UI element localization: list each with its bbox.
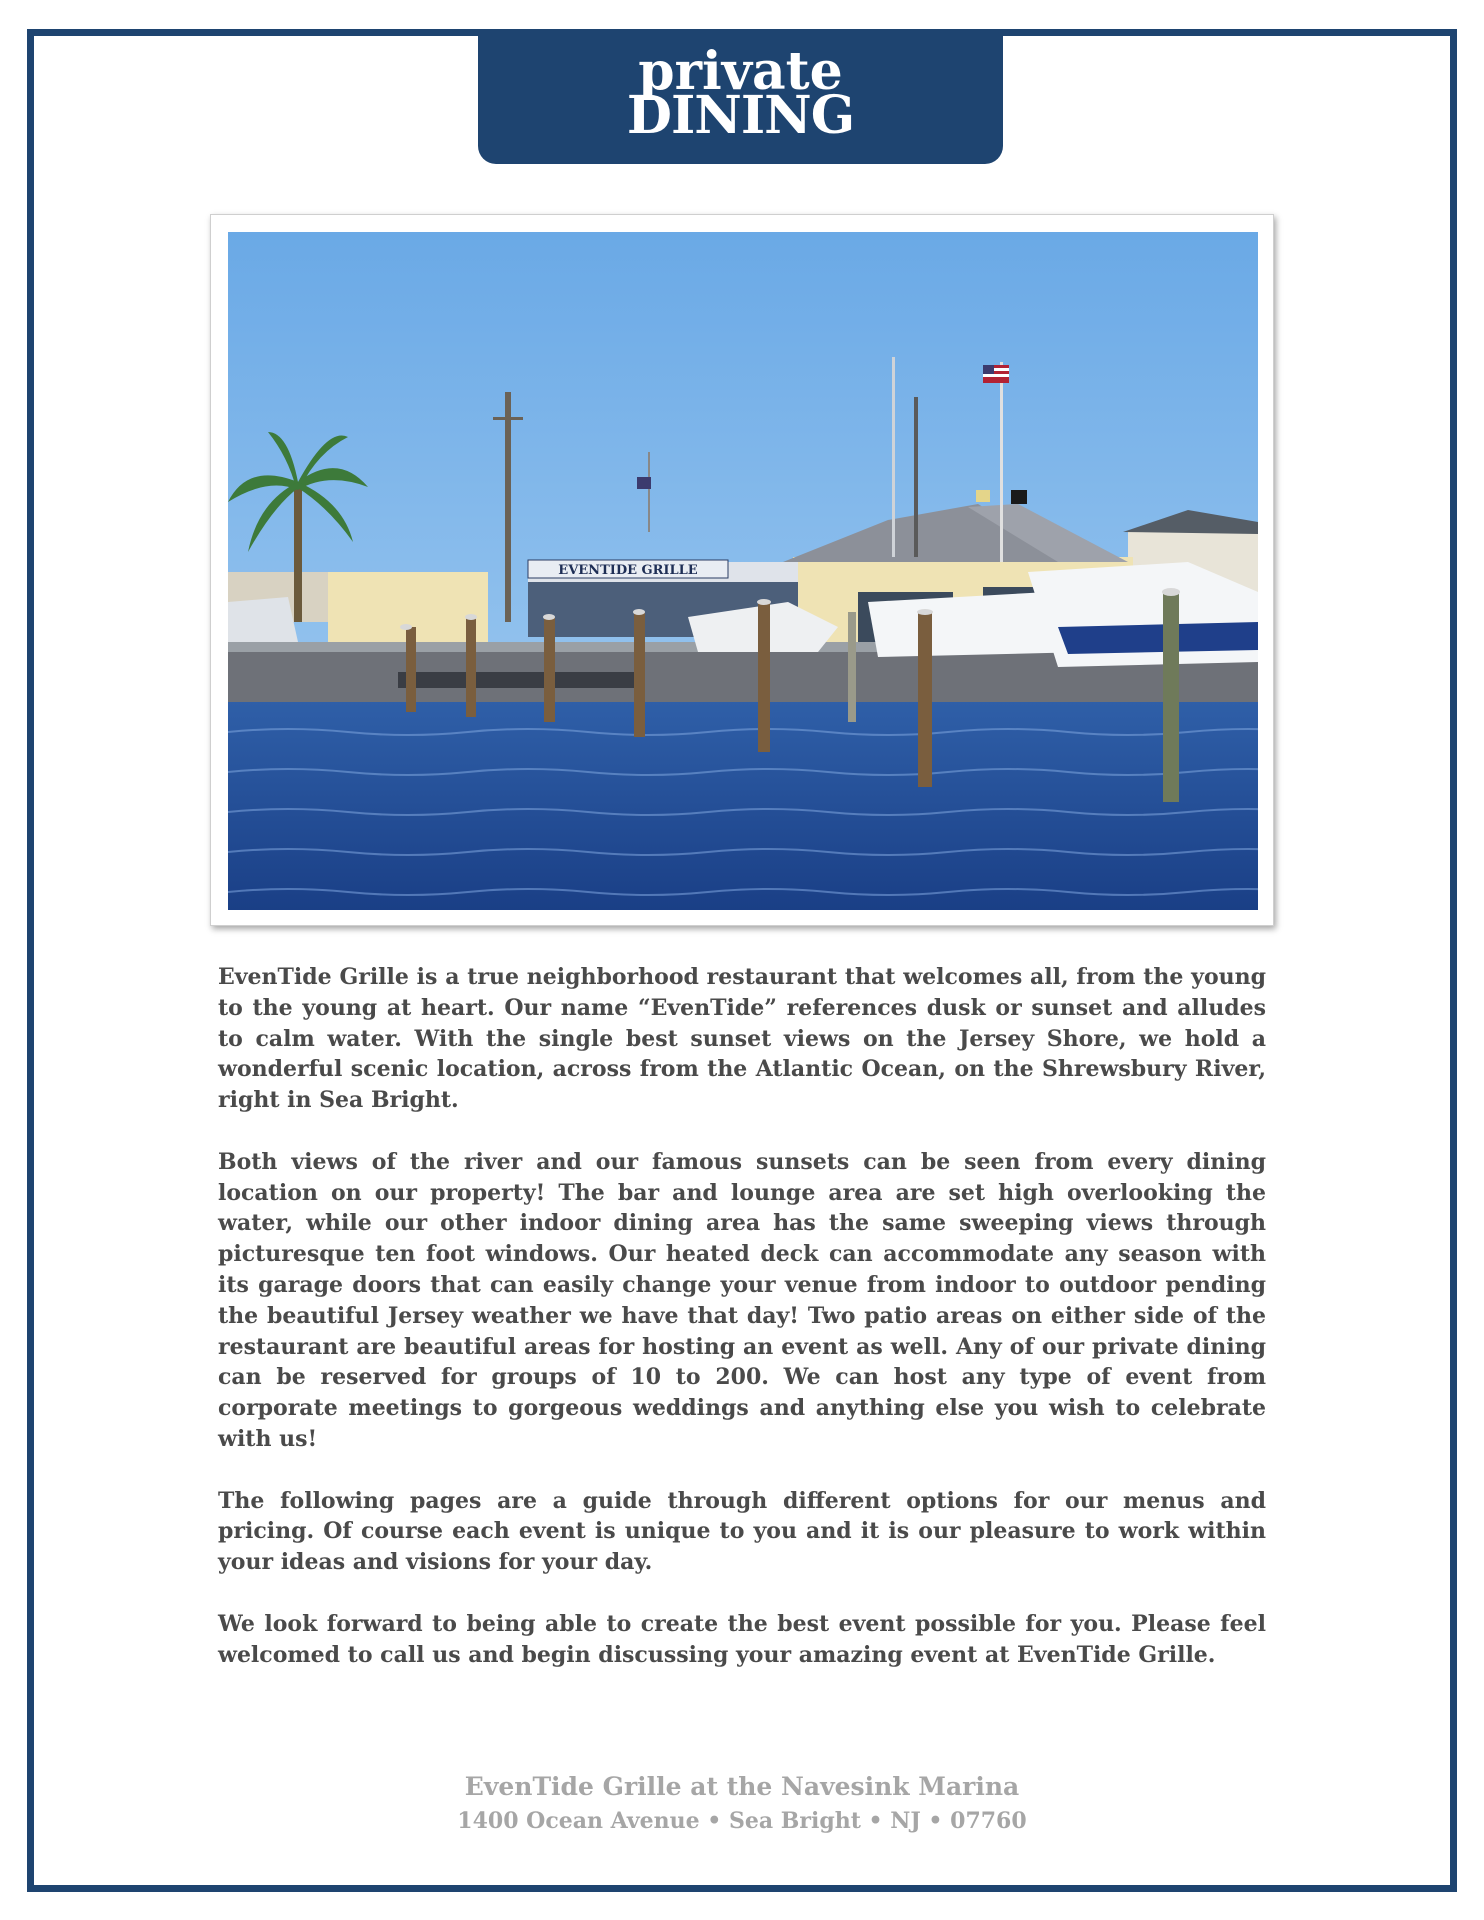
marina-photo xyxy=(228,232,1258,910)
paragraph-intro: EvenTide Grille is a true neighborhood restaurant that welcomes all, from the young to the young at heart. Our name “EvenTide” references dusk or sunset and alludes to calm water. With the single best sunset views on the Jersey Shore, we hold a wonderful scenic location, across from the Atlantic Ocean, on the Shrewsbury River, right in Sea Bright. xyxy=(218,964,1266,1114)
paragraph-views: Both views of the river and our famous sunsets can be seen from every dining location on our property! The bar and lounge area are set high overlooking the water, while our other indoor dining area has the same sweeping views through picturesque ten foot windows. Our heated deck can accommodate any season with its garage doors that can easily change your venue from indoor to outdoor pending the beautiful Jersey weather we have that day! Two patio areas on either side of the restaurant are beautiful areas for hosting an event as well. Any of our private dining can be reserved for groups of 10 to 200. We can host any type of event from corporate meetings to gorgeous weddings and anything else you wish to celebrate with us! xyxy=(218,1148,1266,1452)
footer-address: 1400 Ocean Avenue • Sea Bright • NJ • 07760 xyxy=(457,1808,1027,1834)
marina-photo-frame xyxy=(210,214,1274,926)
paragraph-closing: We look forward to being able to create the best event possible for you. Please feel welcomed to call us and begin discussing your amazing event at EvenTide Grille. xyxy=(218,1610,1266,1668)
restaurant-sign: EVENTIDE GRILLE xyxy=(558,563,698,578)
header-title-line1: private xyxy=(638,41,843,102)
marina-photo-illustration xyxy=(228,232,1258,910)
intro-text xyxy=(218,962,1266,1701)
paragraph-guide: The following pages are a guide through different options for our menus and pricing. Of course each event is unique to you and it is our pleasure to work within your ideas and visions for your day. xyxy=(218,1487,1266,1576)
us-flag xyxy=(983,365,1009,383)
header-title-line2: DINING xyxy=(626,85,855,146)
footer-restaurant-name: EvenTide Grille at the Navesink Marina xyxy=(464,1772,1020,1801)
water xyxy=(228,702,1258,910)
header-tab xyxy=(478,34,1003,164)
